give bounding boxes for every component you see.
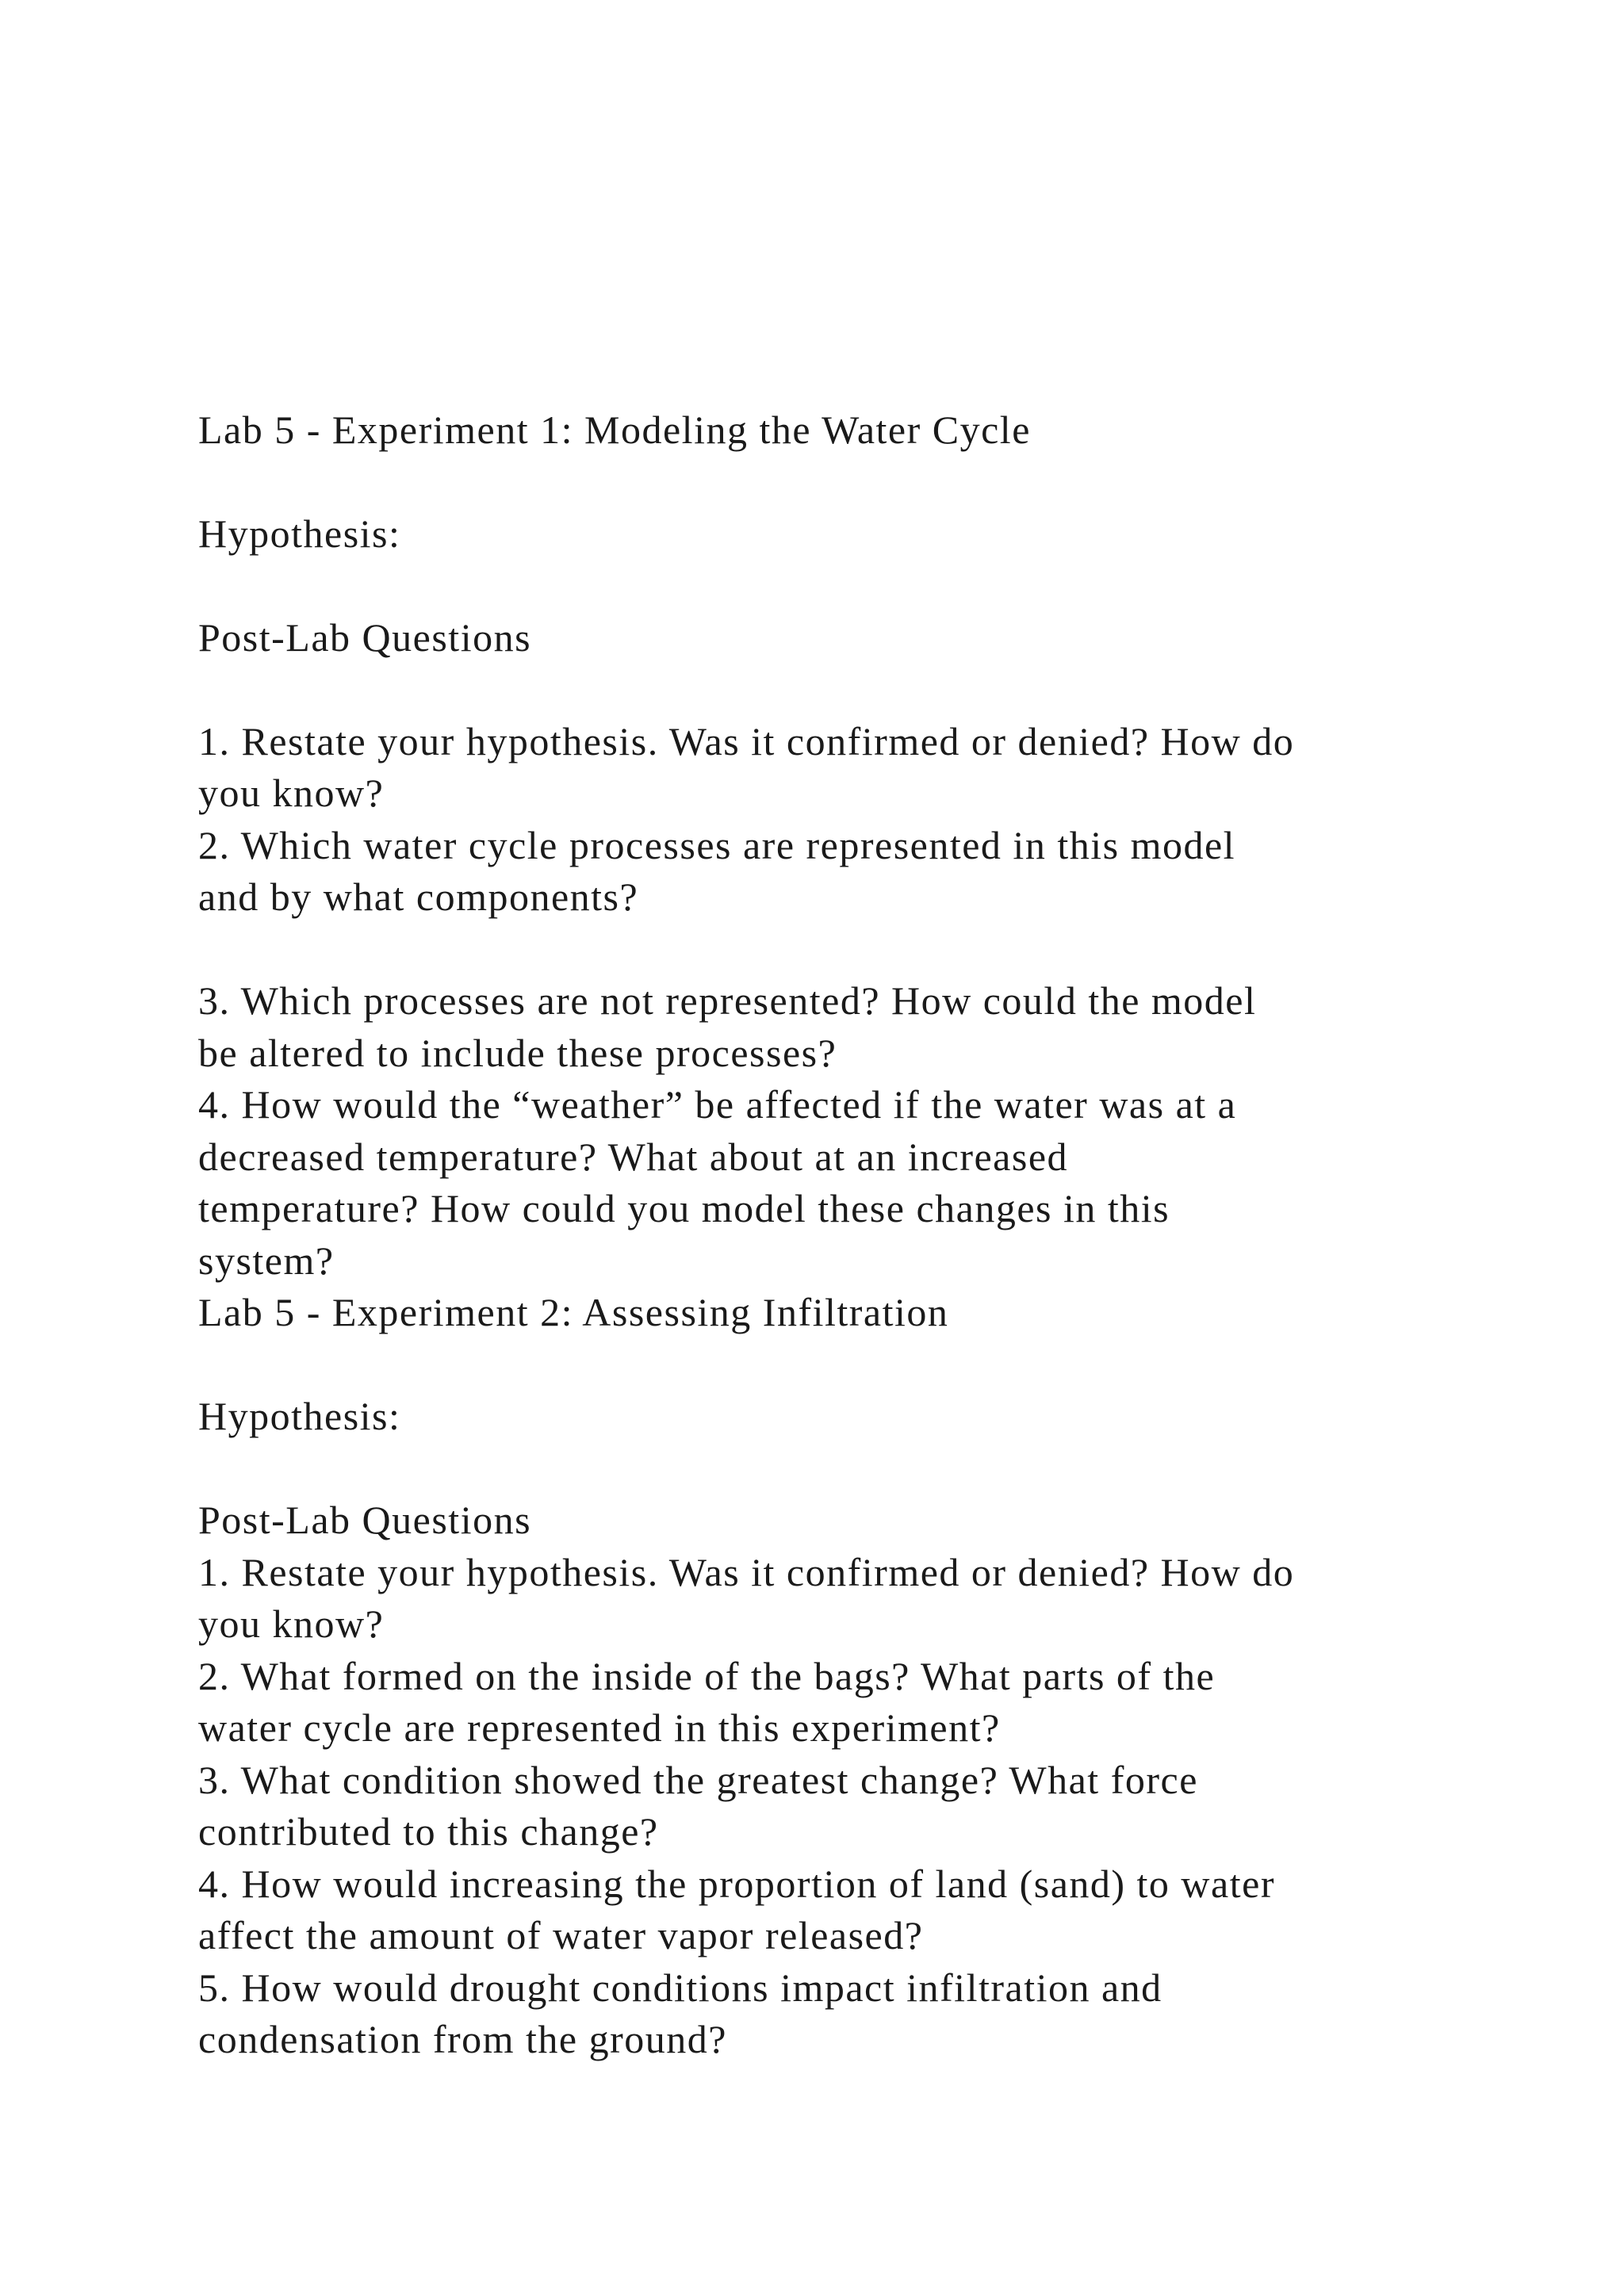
question-line: 1. Restate your hypothesis. Was it confirmed or denied? How do [198, 719, 1295, 763]
question-line: condensation from the ground? [198, 2017, 727, 2061]
post-lab-heading: Post-Lab Questions [198, 1498, 532, 1542]
question-line: 4. How would the “weather” be affected if the water was at a [198, 1082, 1237, 1127]
experiment-1-title: Lab 5 - Experiment 1: Modeling the Water Cycle [198, 408, 1031, 452]
question-line: contributed to this change? [198, 1809, 659, 1854]
hypothesis-label: Hypothesis: [198, 511, 401, 556]
question-line: and by what components? [198, 874, 639, 919]
question-line: 3. What condition showed the greatest change? What force [198, 1758, 1198, 1802]
question-line: temperature? How could you model these changes in this [198, 1186, 1170, 1230]
question-line: 2. What formed on the inside of the bags? What parts of the [198, 1654, 1216, 1698]
question-line: 4. How would increasing the proportion of land (sand) to water [198, 1862, 1275, 1906]
question-line: you know? [198, 771, 385, 815]
question-line: you know? [198, 1601, 385, 1646]
question-line: affect the amount of water vapor released? [198, 1913, 924, 1957]
question-line: water cycle are represented in this experiment? [198, 1705, 1001, 1750]
question-line: system? [198, 1238, 335, 1283]
hypothesis-label: Hypothesis: [198, 1394, 401, 1438]
question-line: 3. Which processes are not represented? How could the model [198, 978, 1257, 1023]
question-line: decreased temperature? What about at an increased [198, 1135, 1069, 1179]
question-line: 5. How would drought conditions impact infiltration and [198, 1965, 1162, 2010]
question-line: 1. Restate your hypothesis. Was it confirmed or denied? How do [198, 1550, 1295, 1594]
question-line: 2. Which water cycle processes are represented in this model [198, 823, 1236, 867]
post-lab-heading: Post-Lab Questions [198, 615, 532, 660]
question-line: be altered to include these processes? [198, 1031, 837, 1075]
experiment-2-title: Lab 5 - Experiment 2: Assessing Infiltration [198, 1290, 949, 1334]
